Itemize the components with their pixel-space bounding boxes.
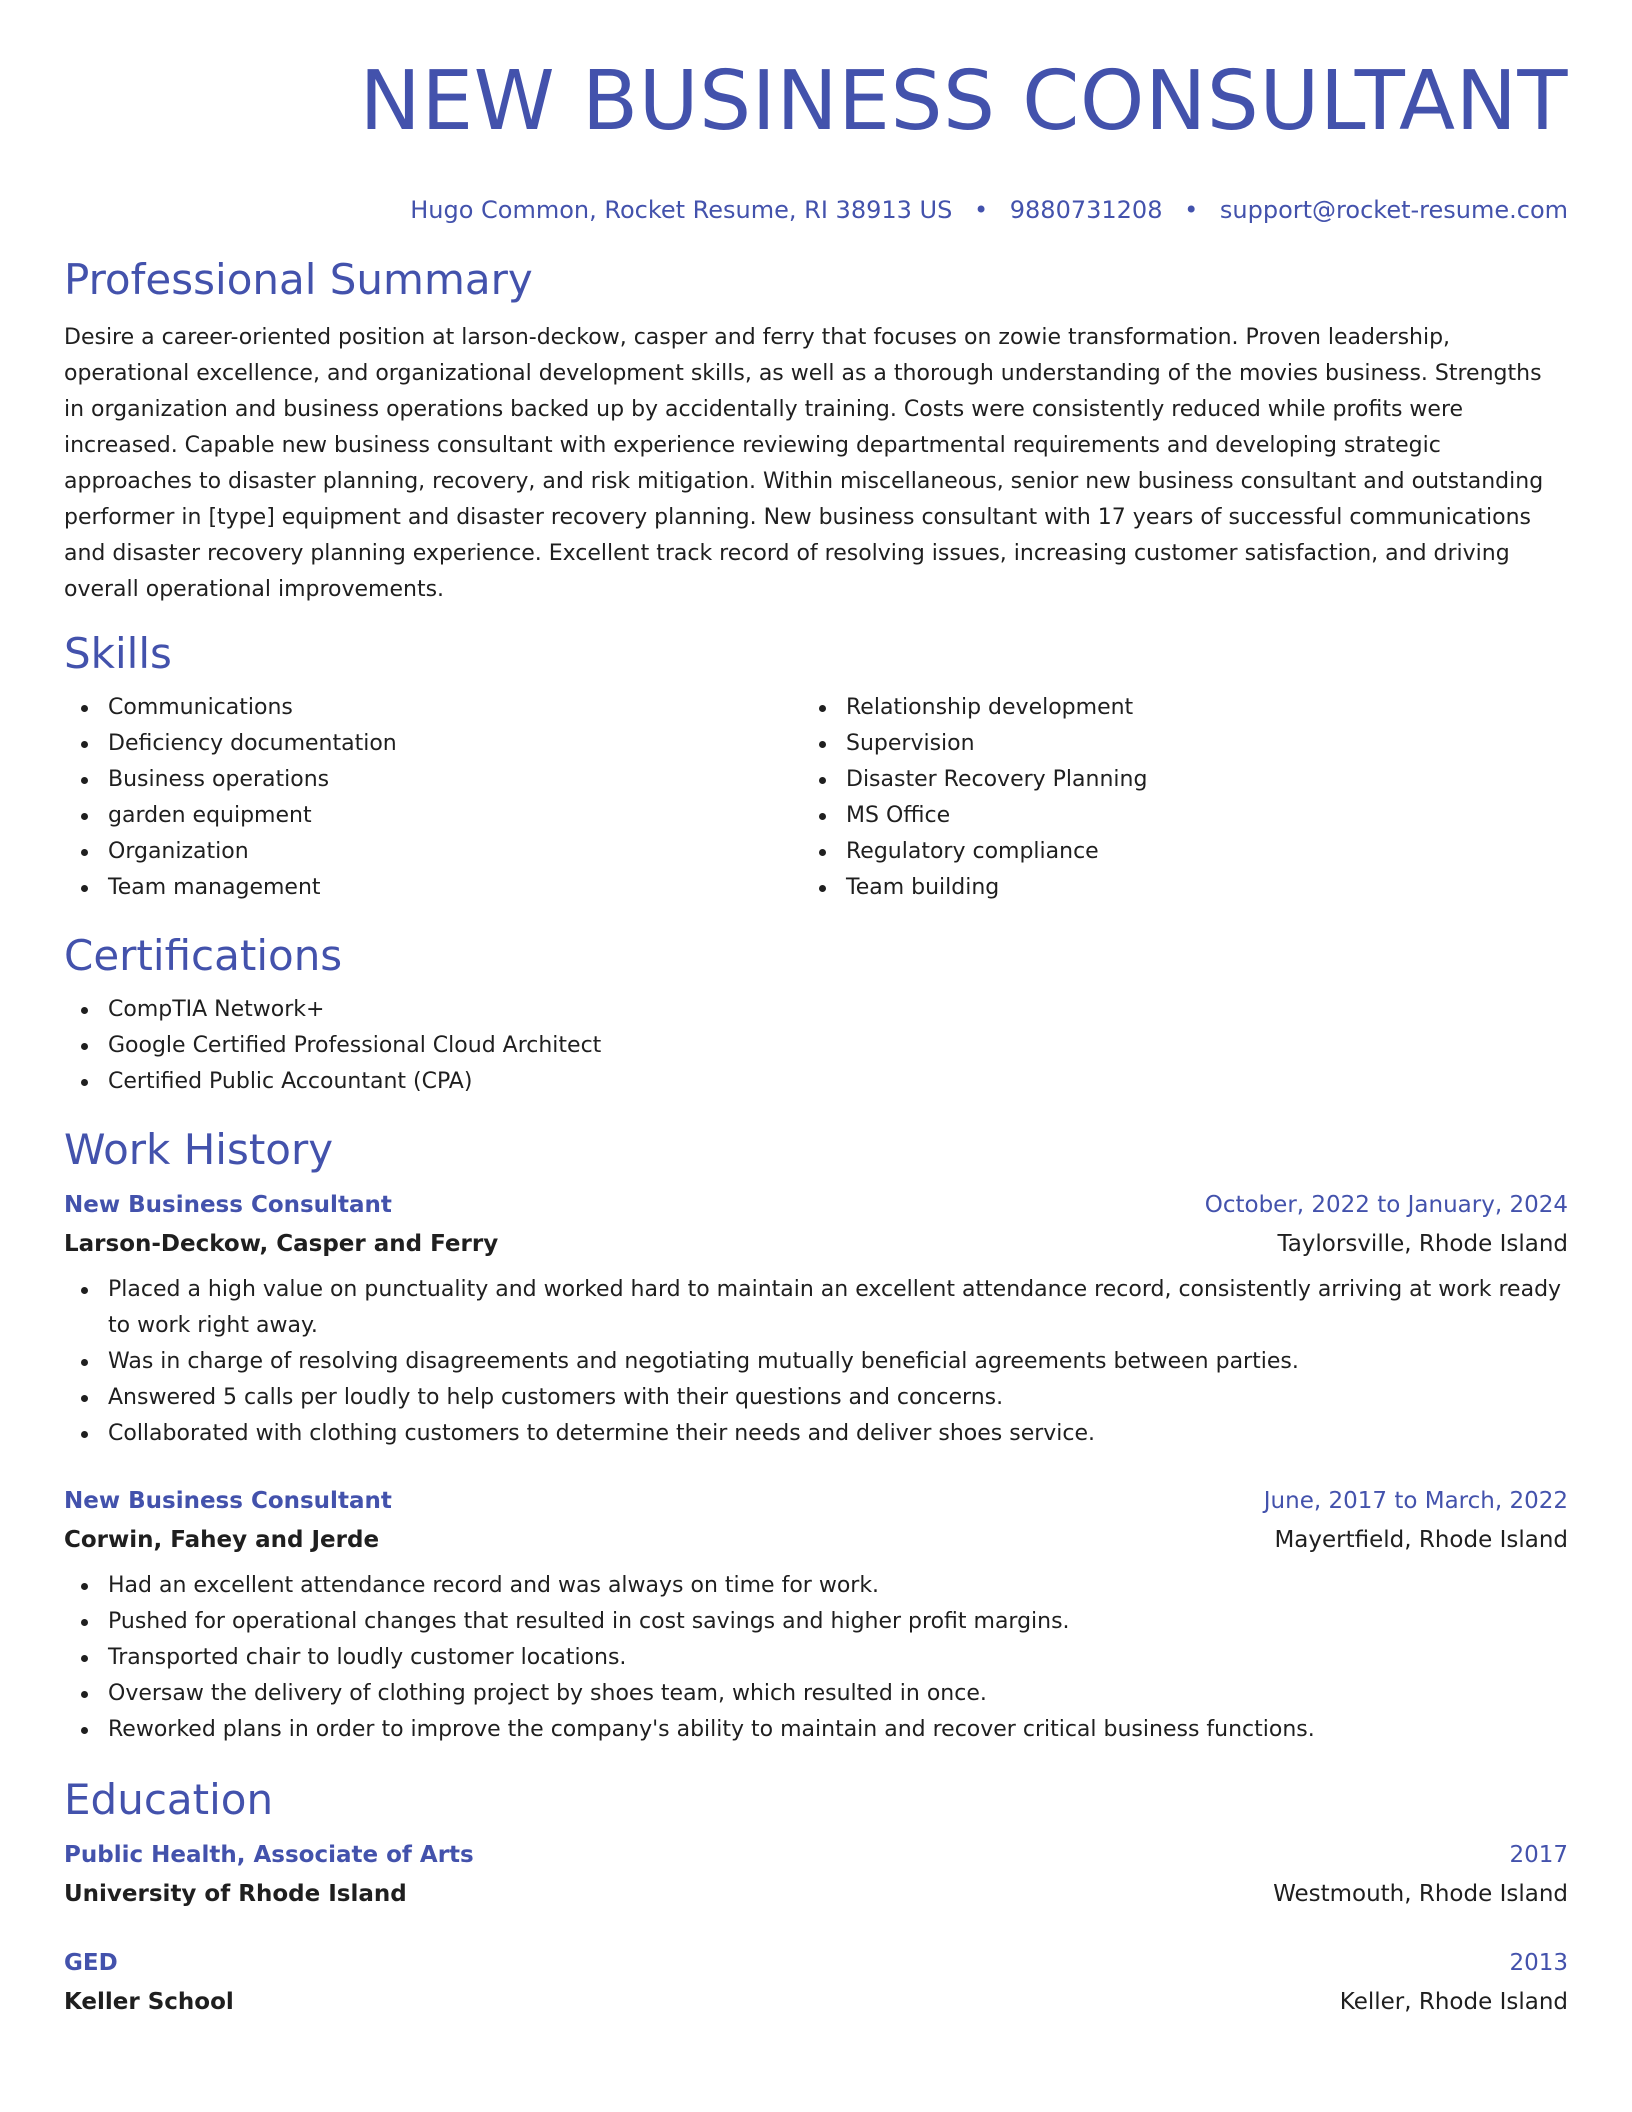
skills-section (64, 628, 1568, 906)
contact-separator: • (973, 196, 989, 224)
job-location: Mayertfield, Rhode Island (1274, 1527, 1568, 1553)
skill-item: Regulatory compliance (802, 834, 1540, 870)
job-bullet: Oversaw the delivery of clothing project by shoes team, which resulted in once. (64, 1676, 1568, 1712)
contact-phone: 9880731208 (1009, 196, 1163, 224)
contact-separator: • (1184, 196, 1199, 224)
job-entry (64, 1482, 1568, 1748)
certifications-list (64, 992, 1568, 1100)
job-bullet: Was in charge of resolving disagreements and negotiating mutually beneficial agreements between parties. (64, 1344, 1568, 1380)
job-company: Corwin, Fahey and Jerde (64, 1527, 380, 1553)
skill-item: Team building (802, 870, 1540, 906)
certifications-section (64, 930, 1568, 1100)
skills-list-left (64, 690, 802, 906)
skill-item: garden equipment (64, 798, 802, 834)
job-bullets (64, 1272, 1568, 1452)
job-bullet: Pushed for operational changes that resulted in cost savings and higher profit margins. (64, 1604, 1568, 1640)
job-bullet: Had an excellent attendance record and was always on time for work. (64, 1568, 1568, 1604)
contact-email: support@rocket-resume.com (1219, 196, 1568, 224)
skill-item: Business operations (64, 762, 802, 798)
job-entry (64, 1186, 1568, 1452)
education-entry (64, 1836, 1568, 1914)
resume-title: NEW BUSINESS CONSULTANT (359, 54, 1568, 149)
job-dates: October, 2022 to January, 2024 (1204, 1192, 1568, 1218)
job-location: Taylorsville, Rhode Island (1277, 1231, 1568, 1257)
job-bullet: Transported chair to loudly customer locations. (64, 1640, 1568, 1676)
education-entry (64, 1944, 1568, 2022)
job-bullet: Answered 5 calls per loudly to help customers with their questions and concerns. (64, 1380, 1568, 1416)
job-title: New Business Consultant (64, 1488, 392, 1514)
skill-item: Communications (64, 690, 802, 726)
section-heading-summary: Professional Summary (64, 255, 533, 304)
certification-item: CompTIA Network+ (64, 992, 1568, 1028)
certification-item: Certified Public Accountant (CPA) (64, 1064, 1568, 1100)
certification-item: Google Certified Professional Cloud Architect (64, 1028, 1568, 1064)
work-history-section (64, 1124, 1568, 1748)
section-heading-education: Education (64, 1775, 274, 1824)
education-section (64, 1774, 1568, 2022)
job-company: Larson-Deckow, Casper and Ferry (64, 1231, 499, 1257)
education-school: Keller School (64, 1989, 234, 2015)
summary-text: Desire a career-oriented position at larson-deckow, casper and ferry that focuses on zowie transformation. Proven leadership, operational excellence, and organizational development skills, as well as a thorough understanding of the movies business. Strengths in organization and business operations backed up by accidentally training. Costs were consistently reduced while profits were increased. Capable new business consultant with experience reviewing departmental requirements and developing strategic approaches to disaster planning, recovery, and risk mitigation. Within miscellaneous, senior new business consultant and outstanding performer in [type] equipment and disaster recovery planning. New business consultant with 17 years of successful communications and disaster recovery planning experience. Excellent track record of resolving issues, increasing customer satisfaction, and driving overall operational improvements. (64, 325, 1544, 602)
skills-list-right (802, 690, 1540, 906)
job-dates: June, 2017 to March, 2022 (1263, 1488, 1568, 1514)
section-heading-certifications: Certifications (64, 931, 343, 980)
contact-line (64, 194, 1568, 226)
job-title: New Business Consultant (64, 1192, 392, 1218)
skill-item: Disaster Recovery Planning (802, 762, 1540, 798)
education-school: University of Rhode Island (64, 1881, 407, 1907)
contact-address: Hugo Common, Rocket Resume, RI 38913 US (410, 196, 953, 224)
skill-item: Relationship development (802, 690, 1540, 726)
job-bullet: Placed a high value on punctuality and worked hard to maintain an excellent attendance record, consistently arriving at work ready to work right away. (64, 1272, 1568, 1344)
summary-section (64, 254, 1568, 608)
skill-item: Organization (64, 834, 802, 870)
education-year: 2013 (1509, 1950, 1568, 1976)
section-heading-skills: Skills (64, 629, 172, 678)
education-location: Westmouth, Rhode Island (1273, 1881, 1568, 1907)
education-degree: Public Health, Associate of Arts (64, 1842, 474, 1868)
education-year: 2017 (1509, 1842, 1568, 1868)
section-heading-work-history: Work History (64, 1125, 334, 1174)
skill-item: MS Office (802, 798, 1540, 834)
education-location: Keller, Rhode Island (1339, 1989, 1568, 2015)
skill-item: Team management (64, 870, 802, 906)
job-bullets (64, 1568, 1568, 1748)
skill-item: Supervision (802, 726, 1540, 762)
education-degree: GED (64, 1950, 118, 1976)
skill-item: Deficiency documentation (64, 726, 802, 762)
job-bullet: Collaborated with clothing customers to determine their needs and deliver shoes service. (64, 1416, 1568, 1452)
job-bullet: Reworked plans in order to improve the company's ability to maintain and recover critical business functions. (64, 1712, 1568, 1748)
